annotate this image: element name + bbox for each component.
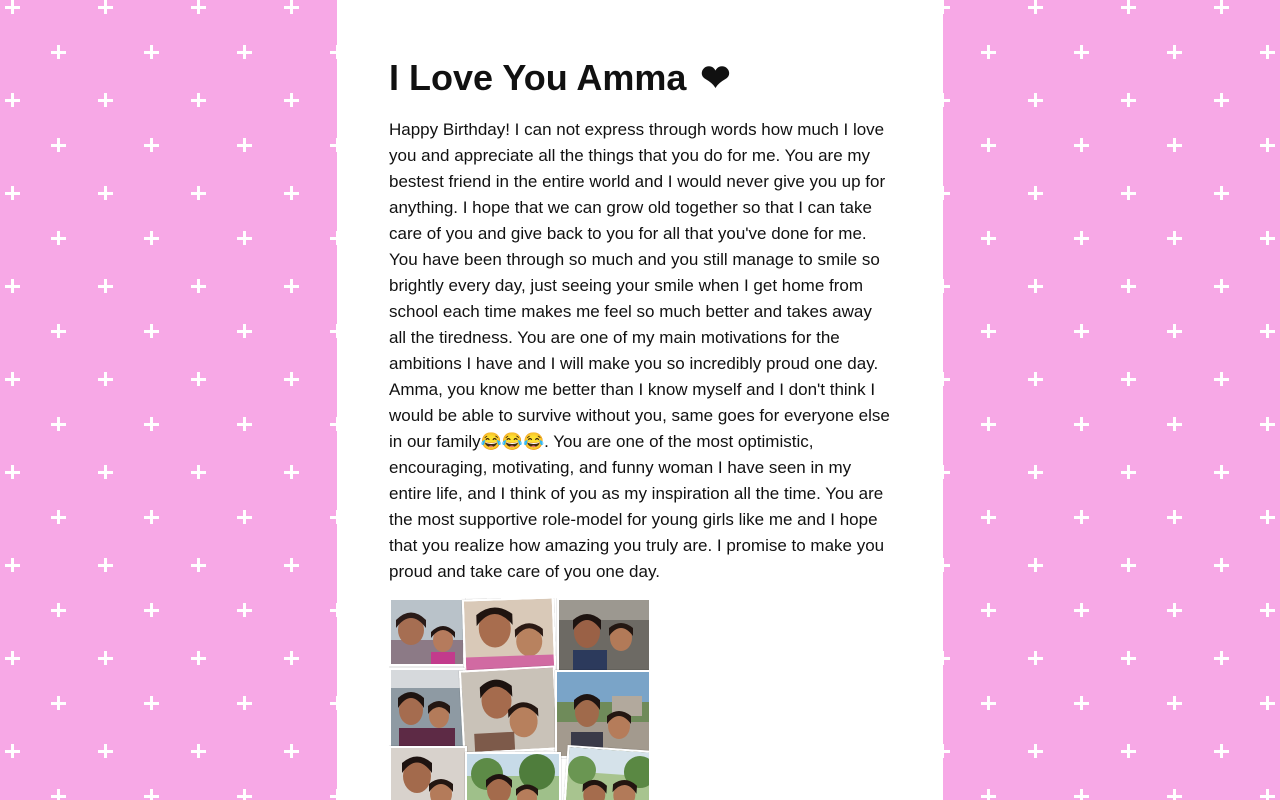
page-title-text: I Love You Amma (389, 57, 687, 98)
heart-icon: ❤ (700, 57, 731, 98)
collage-photo (389, 668, 465, 748)
letter-card (337, 0, 943, 800)
collage-photo (557, 598, 649, 672)
collage-photo (389, 598, 465, 666)
page-title (389, 56, 891, 100)
collage-photo (389, 746, 467, 800)
collage-photo (462, 598, 557, 674)
photo-collage (389, 598, 649, 800)
birthday-message: Happy Birthday! I can not express through words how much I love you and appreciate all the things that you do for me. You are my bestest friend in the entire world and I would never give you up for anything. I hope that we can grow old together so that I can take care of you and give back to you for all that you've done for me. You have been through so much and you still manage to smile so brightly every day, just seeing your smile when I get home from school each time makes me feel so much better and takes away all the tiredness. You are one of my main motivations for the ambitions I have and I will make you so incredibly proud one day. Amma, you know me better than I know myself and I don't think I would be able to survive without you, same goes for everyone else in our family😂😂😂. You are one of the most optimistic, encouraging, motivating, and funny woman I have seen in my entire life, and I think of you as my inspiration all the time. You are the most supportive role-model for young girls like me and I hope that you realize how amazing you truly are. I promise to make you proud and take care of you one day. (389, 120, 890, 581)
collage-photo (563, 745, 649, 800)
letter-content (389, 56, 891, 585)
collage-photo (459, 666, 559, 755)
collage-photo (465, 752, 561, 800)
